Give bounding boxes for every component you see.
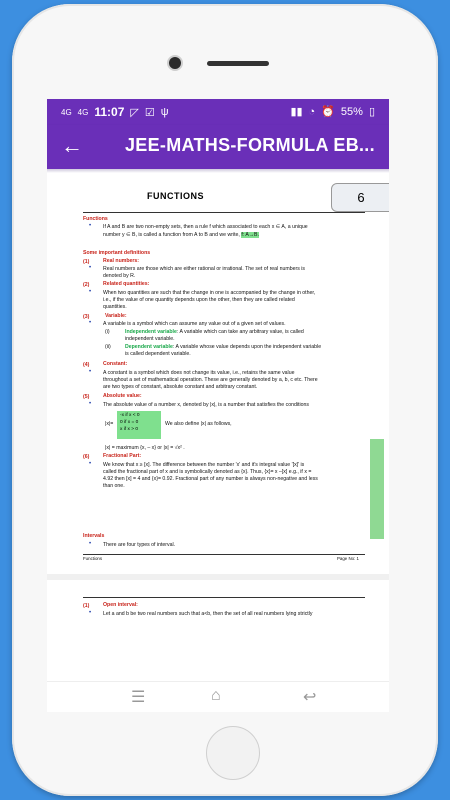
nav-bar (47, 681, 389, 712)
bullet: • (89, 223, 92, 229)
sub-label: (i) (105, 329, 110, 335)
earpiece-speaker (207, 61, 269, 66)
functions-line-2: number y ∈ B, is called a function from A to B and we write, f: A→B. (103, 232, 259, 238)
signal-icon: ▮▮ (290, 106, 303, 118)
item-text: quantities. (103, 304, 127, 310)
abs-max-text: |x| = maximum {x, – x} or |x| = √x² . (105, 445, 185, 451)
item-heading: Fractional Part: (103, 453, 142, 459)
front-camera (169, 57, 181, 69)
item-number: (4) (83, 362, 90, 368)
bullet: • (89, 461, 92, 467)
battery-icon: ▯ (368, 106, 375, 118)
section-heading-definitions: Some important definitions (83, 250, 151, 256)
check-icon: ☑ (144, 106, 155, 119)
bullet: • (89, 369, 92, 375)
bullet: • (89, 265, 92, 271)
highlighted-text: f: A→B. (241, 232, 259, 238)
footer-left: Functions (83, 556, 103, 561)
scroll-handle[interactable] (370, 439, 384, 539)
item-number: (2) (83, 282, 90, 288)
app-title: JEE-MATHS-FORMULA EB... (125, 135, 375, 155)
item-number: (1) (83, 259, 90, 265)
item-heading: Open interval: (103, 602, 138, 608)
bullet: • (89, 610, 92, 616)
item-heading: Variable: (105, 313, 127, 319)
status-bar (47, 99, 389, 125)
usb-icon: ψ (160, 106, 169, 118)
bullet: • (89, 320, 92, 326)
item-heading: Real numbers: (103, 258, 140, 264)
item-text: called the fractional part of x and is symbolically denoted as {x}. Thus, {x}= x –[x] e.g., if x = (103, 469, 312, 475)
item-text: denoted by R. (103, 273, 136, 279)
item-text: are two types of constant, absolute constant and arbitrary constant. (103, 384, 258, 390)
bullet: • (89, 289, 92, 295)
sub-text: independent variable. (125, 336, 175, 342)
item-text: Let a and b be two real numbers such that a<b, then the set of all real numbers lying strictly (103, 611, 313, 617)
abs-prefix: |x|= (105, 421, 114, 427)
clock: 11:07 (94, 105, 125, 119)
back-arrow-icon[interactable]: ← (61, 133, 83, 158)
wifi-icon: ◔ (308, 105, 316, 118)
item-text: When two quantities are such that the change in one is accompanied by the change in other, (103, 290, 316, 296)
item-text: i.e., if the value of one quantity depends upon the other, then they are called related (103, 297, 295, 303)
screen (47, 99, 389, 712)
item-text: than one. (103, 483, 125, 489)
home-button[interactable] (206, 726, 260, 780)
network-indicator-1: 4G (61, 107, 72, 117)
sub-label: (ii) (105, 344, 111, 350)
item-heading: Constant: (103, 361, 128, 367)
item-heading: Related quantities: (103, 281, 150, 287)
item-number: (1) (83, 603, 90, 609)
header-rule (83, 212, 365, 213)
home-icon[interactable]: ⌂ (211, 687, 221, 704)
functions-line-1: If A and B are two non-empty sets, then a rule f which associated to each x ∈ A, a unique (103, 224, 308, 230)
back-icon[interactable]: ↩ (303, 689, 317, 706)
item-text: 4.92 then [x] = 4 and {x}= 0.92. Fractional part of any number is always non-negative and less (103, 476, 318, 482)
battery-level: 55% (340, 105, 363, 118)
alarm-icon: ⏰ (321, 106, 335, 118)
network-indicator-2: 4G (77, 107, 89, 117)
item-number: (5) (83, 394, 90, 400)
pdf-page[interactable] (47, 169, 389, 681)
bullet: • (89, 401, 92, 407)
footer-rule (83, 554, 365, 555)
trend-icon: ◸ (130, 106, 139, 119)
item-text: We know that x ≥ [x]. The difference between the number 'x' and it's integral value '[x]' is (103, 462, 305, 468)
app-bar (47, 125, 389, 169)
header-rule-2 (83, 597, 365, 598)
item-number: (6) (83, 454, 90, 460)
section-heading-intervals: Intervals (83, 533, 105, 539)
item-text: throughout a set of mathematical operation. These are generally denoted by a, b, c etc. There (103, 377, 318, 383)
section-heading-functions: Functions (83, 216, 108, 222)
abs-define-text: We also define |x| as follows, (165, 421, 232, 427)
item-text: A constant is a symbol which does not change its value, i.e., retains the same value (103, 370, 295, 376)
page-divider (47, 169, 389, 173)
abs-value-box: -x if x < 0 0 if x = 0 x if x > 0 (117, 411, 161, 439)
page-number-badge: 6 (331, 183, 389, 212)
item-text: A variable is a symbol which can assume any value out of a given set of values. (103, 321, 286, 327)
sub-text: Independent variable: A variable which can take any arbitrary value, is called (125, 329, 304, 335)
menu-icon[interactable]: ☰ (131, 689, 146, 706)
item-number: (3) (83, 314, 90, 320)
item-text: Real numbers are those which are either rational or irrational. The set of real numbers is (103, 266, 306, 272)
sub-text: is called dependent variable. (125, 351, 191, 357)
item-heading: Absolute value: (103, 393, 142, 399)
sub-text: Dependent variable: A variable whose value depends upon the independent variable (125, 344, 322, 350)
bullet: • (89, 541, 92, 547)
footer-right: Page No: 1 (337, 556, 359, 561)
chapter-title: FUNCTIONS (147, 191, 204, 201)
page-gap (47, 574, 389, 580)
item-text: The absolute value of a number x, denoted by |x|, is a number that satisfies the conditions (103, 402, 309, 408)
intervals-text: There are four types of interval. (103, 542, 176, 548)
